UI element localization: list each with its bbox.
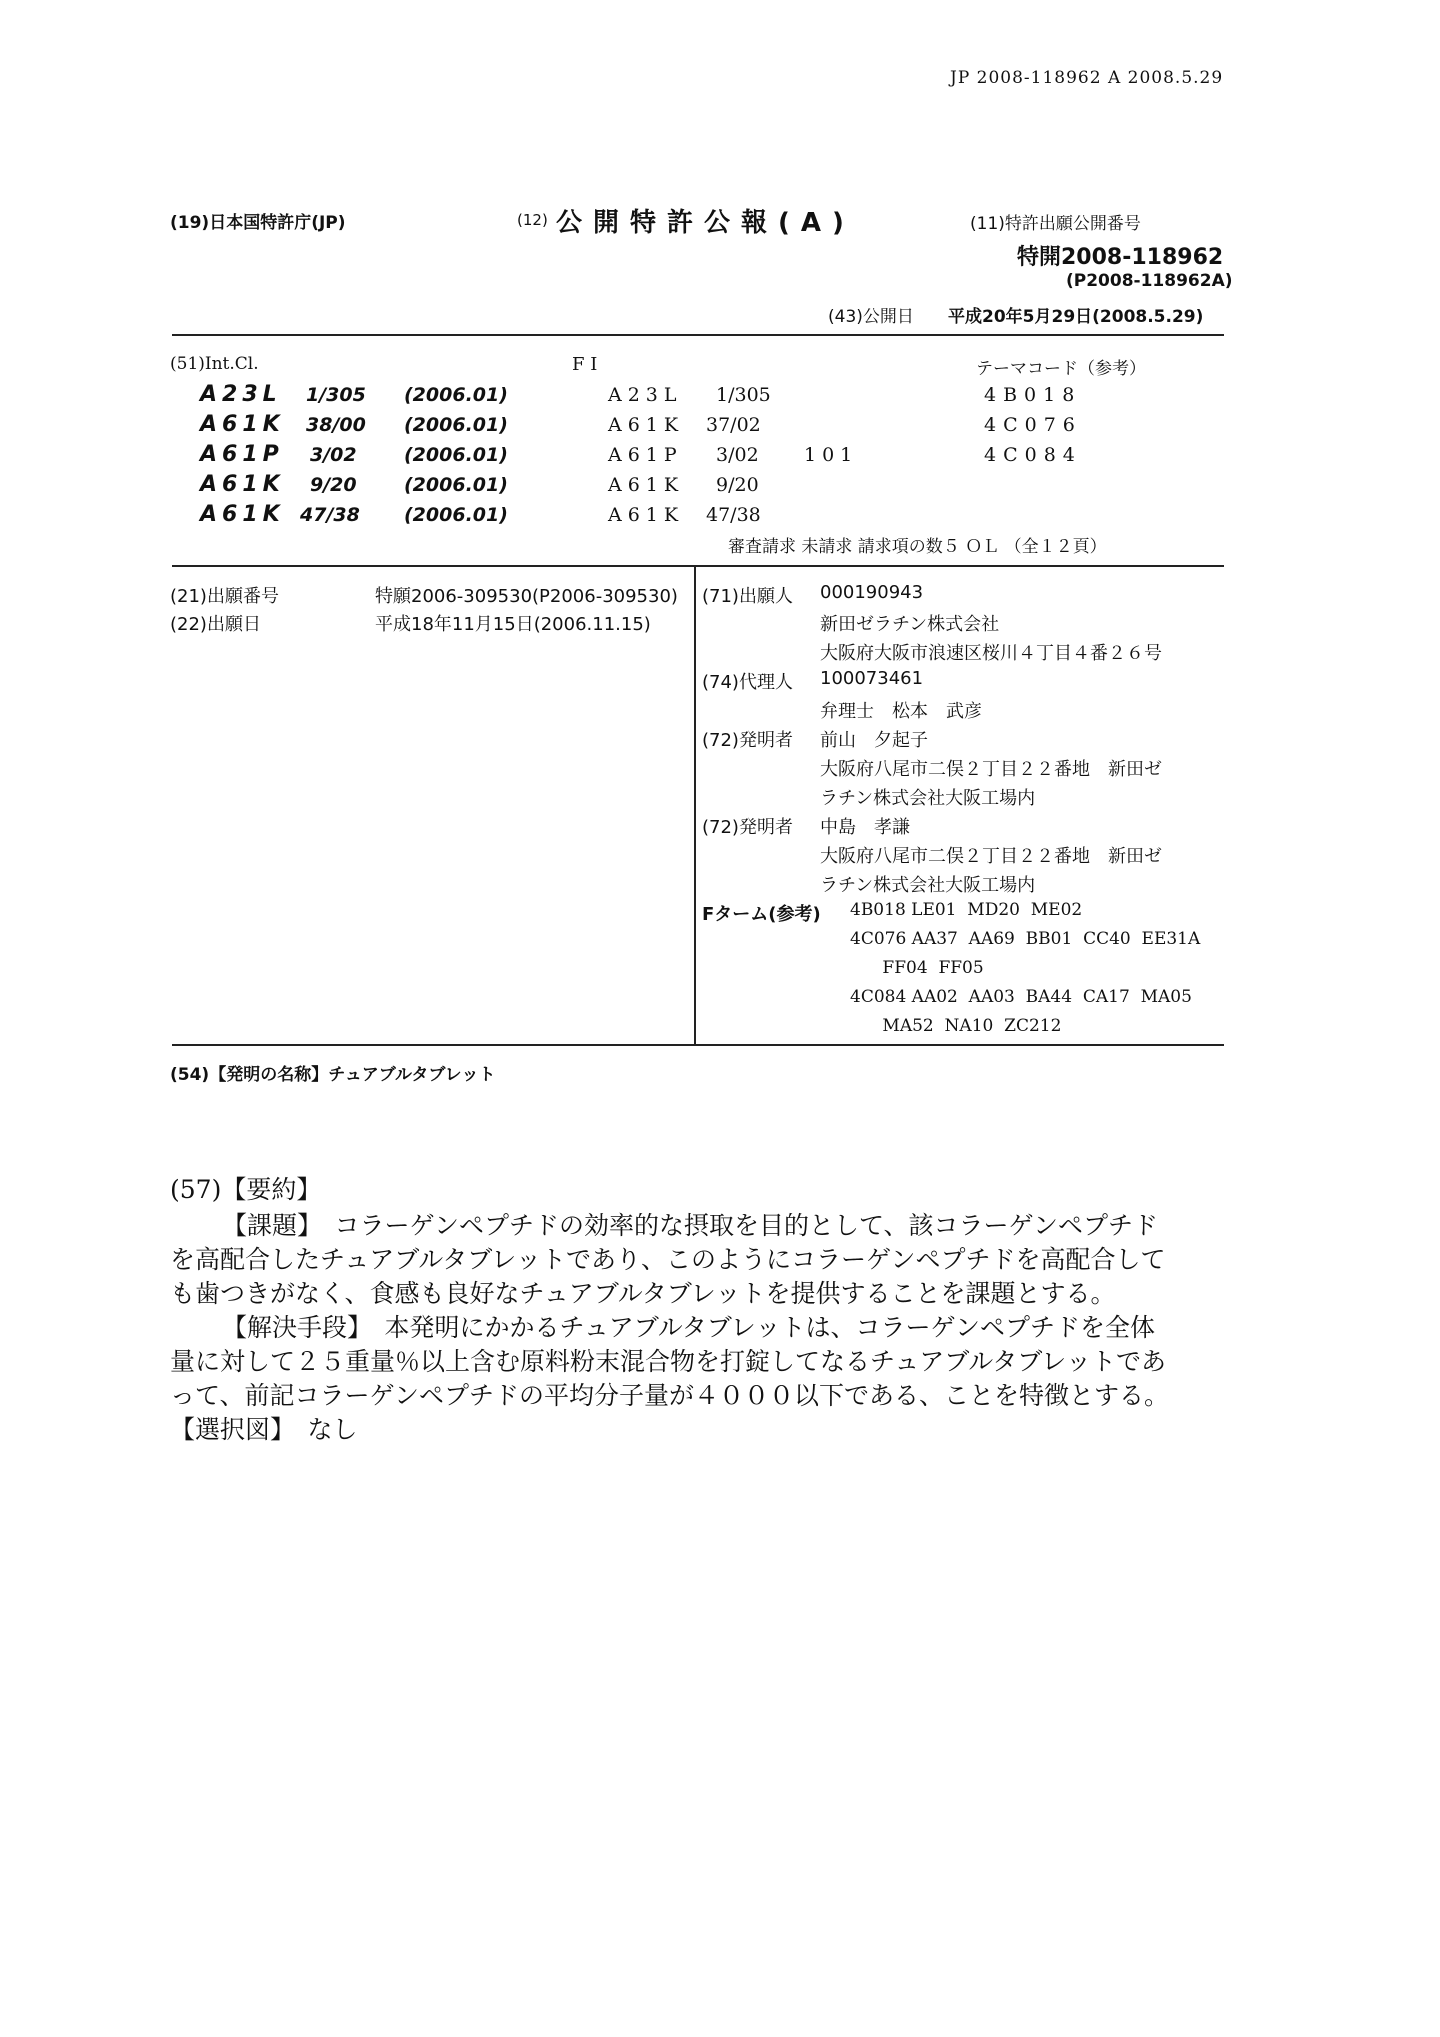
filing-date: 平成18年11月15日(2006.11.15) [375,614,651,635]
application-number-label: (21)出願番号 [170,586,279,607]
fi-subgroup: 3/02 [716,444,759,466]
party-line: 弁理士 松本 武彦 [820,701,982,722]
fi-subgroup: 1/305 [716,384,771,406]
fi-code: A61P [608,444,683,466]
abstract-line: って、前記コラーゲンペプチドの平均分子量が４０００以下である、ことを特徴とする。 [170,1381,1170,1410]
party-label: (72)発明者 [702,730,793,751]
party-label: (71)出願人 [702,586,793,607]
ipc-code: A61P [200,442,284,467]
f-term-line: FF04 FF05 [850,958,984,978]
abstract-line: 量に対して２５重量％以上含む原料粉末混合物を打錠してなるチュアブルタブレットであ [170,1347,1167,1376]
f-term-line: 4B018 LE01 MD20 ME02 [850,900,1083,920]
theme-code-label: テーマコード（参考） [976,359,1146,379]
ipc-version: (2006.01) [404,414,508,436]
abstract-line: を高配合したチュアブルタブレットであり、このようにコラーゲンペプチドを高配合して [170,1245,1166,1274]
theme-code: 4B018 [984,384,1082,406]
publication-date-label: (43)公開日 [828,307,914,327]
application-number: 特願2006-309530(P2006-309530) [375,586,678,607]
party-line: ラチン株式会社大阪工場内 [820,875,1036,896]
parties-rule [172,1044,1224,1046]
header-rule [172,334,1224,336]
fi-code: A23L [608,384,683,406]
party-line: 前山 夕起子 [820,730,928,751]
page-header: JP 2008-118962 A 2008.5.29 [950,68,1224,88]
publication-date: 平成20年5月29日(2008.5.29) [948,307,1204,327]
publication-number-alt: (P2008-118962A) [1066,271,1233,291]
ipc-version: (2006.01) [404,474,508,496]
party-line: 000190943 [820,582,924,603]
column-divider [694,566,696,1044]
ipc-version: (2006.01) [404,504,508,526]
publication-number-label: (11)特許出願公開番号 [970,214,1141,234]
fi-subgroup: 9/20 [716,474,759,496]
exam-status: 審査請求 未請求 請求項の数５ ＯＬ （全１２頁） [728,537,1107,557]
party-label: (74)代理人 [702,672,793,693]
ipc-code: A61K [200,472,285,497]
ipc-subgroup: 3/02 [310,444,357,466]
publication-kind-number: (12) [517,211,548,229]
party-line: ラチン株式会社大阪工場内 [820,788,1036,809]
issuing-office: (19)日本国特許庁(JP) [170,213,346,233]
fi-subgroup: 47/38 [706,504,761,526]
fi-subgroup: 37/02 [706,414,761,436]
party-line: 中島 孝謙 [820,817,910,838]
invention-title-label: (54)【発明の名称】 [170,1065,329,1085]
f-term-line: 4C076 AA37 AA69 BB01 CC40 EE31A [850,929,1201,949]
theme-code: 4C084 [984,444,1082,466]
abstract-line: も歯つきがなく、食感も良好なチュアブルタブレットを提供することを課題とする。 [170,1279,1116,1308]
abstract-heading: (57)【要約】 [170,1175,322,1204]
ipc-code: A61K [200,502,285,527]
abstract-line: 【課題】 コラーゲンペプチドの効率的な摂取を目的として、該コラーゲンペプチド [222,1211,1159,1240]
ipc-version: (2006.01) [404,384,508,406]
abstract-line: 【解決手段】 本発明にかかるチュアブルタブレットは、コラーゲンペプチドを全体 [222,1313,1156,1342]
abstract-line: 【選択図】 なし [170,1415,358,1444]
ipc-subgroup: 38/00 [306,414,366,436]
invention-title [170,1060,495,1085]
ipc-code: A23L [200,382,282,407]
filing-date-label: (22)出願日 [170,614,261,635]
publication-kind: 公開特許公報(A) [556,208,855,238]
ipc-subgroup: 47/38 [300,504,360,526]
party-line: 大阪府八尾市二俣２丁目２２番地 新田ゼ [820,846,1162,867]
ipc-subgroup: 1/305 [306,384,366,406]
ipc-version: (2006.01) [404,444,508,466]
fi-code: A61K [608,504,685,526]
f-term-label: Fターム(参考) [702,904,821,925]
fi-code: A61K [608,474,685,496]
fi-extra: 101 [804,444,859,466]
party-line: 100073461 [820,668,924,689]
f-term-line: MA52 NA10 ZC212 [850,1016,1062,1036]
int-cl-label: (51)Int.Cl. [170,354,259,374]
ipc-code: A61K [200,412,285,437]
party-label: (72)発明者 [702,817,793,838]
fi-code: A61K [608,414,685,436]
invention-title-text: チュアブルタブレット [328,1065,496,1085]
party-line: 大阪府大阪市浪速区桜川４丁目４番２６号 [820,643,1162,664]
ipc-subgroup: 9/20 [310,474,357,496]
theme-code: 4C076 [984,414,1082,436]
party-line: 大阪府八尾市二俣２丁目２２番地 新田ゼ [820,759,1162,780]
classification-rule [172,565,1224,567]
party-line: 新田ゼラチン株式会社 [820,614,1000,635]
f-term-line: 4C084 AA02 AA03 BA44 CA17 MA05 [850,987,1192,1007]
fi-label: F I [572,354,598,375]
publication-number: 特開2008-118962 [1017,245,1224,270]
